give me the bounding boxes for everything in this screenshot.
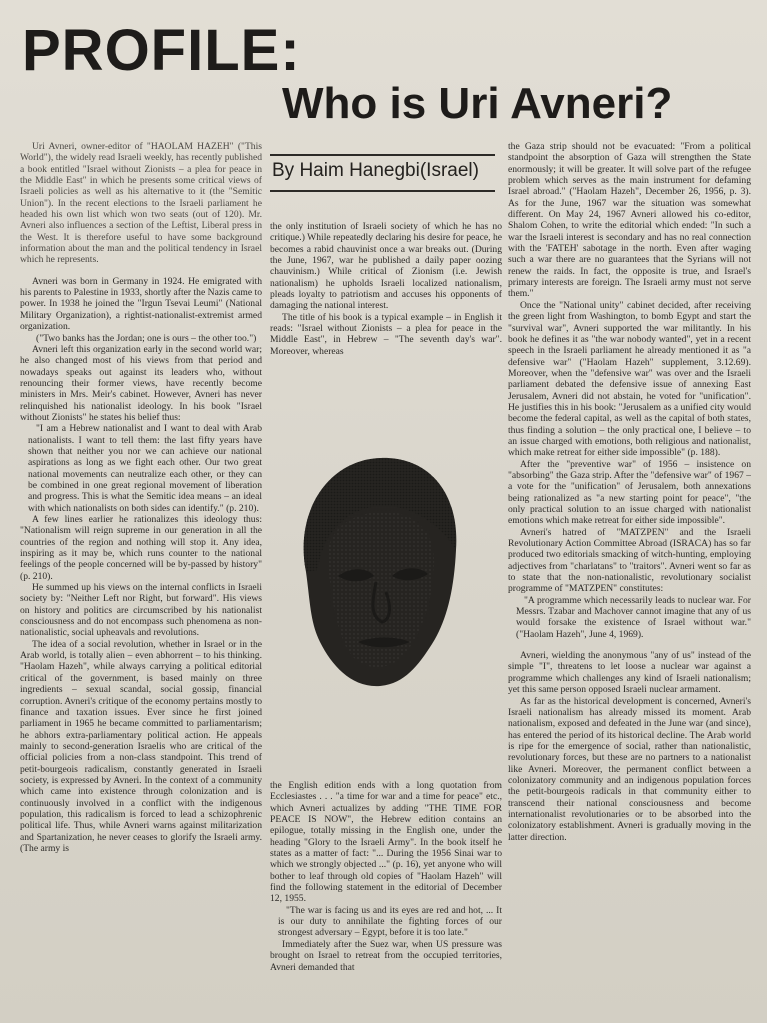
intro-paragraph: Uri Avneri, owner-editor of "HAOLAM HAZEH" ("This World"), the widely read Israeli weekly, has recently published a book entitled "Israel without Zionists – a plea for peace in the Middle East" in which he presents some critical views of Israeli policies as well as his alternative to it (the "Semitic Union"). In the recent elections to the Israeli parliament he headed his own list which won two seats (out of 120). Mr. Avneri also influences a section of the Leftist, Liberal press in the West. It is therefore useful to have some background information about the man and the political tendency in Israel which he represents.	[20, 141, 262, 266]
paragraph: He summed up his views on the internal conflicts in Israeli society by: "Neither Left nor Right, but forward". His views on history and politics are circumscribed by his nationalist consciousness and do not encompass such phenomena as non-nationalistic, social upheavals and revolutions.	[20, 582, 262, 639]
byline: By Haim Hanegbi(Israel)	[272, 160, 479, 181]
paragraph: the only institution of Israeli society of which he has no critique.) While repeatedly declaring his desire for peace, he becomes a rabid chauvinist once a war breaks out. (During the June, 1967, war he published a daily paper oozing chauvinism.) While critical of Zionism (i.e. Jewish nationalism) he upholds Israeli localized nationalism, pleads loyalty to patriotism and accuses his opponents of damaging the national interest.	[270, 221, 502, 312]
column-left	[20, 141, 262, 1021]
paragraph: A few lines earlier he rationalizes this ideology thus: "Nationalism will reign supreme in our generation in all the countries of the region and nothing will stop it. Any idea, inspiring as it may be, which runs counter to the national feelings of the people concerned will be by-passed by history" (p. 210).	[20, 514, 262, 582]
article-title: Who is Uri Avneri?	[282, 79, 673, 128]
quote-paragraph: "I am a Hebrew nationalist and I want to deal with Arab nationalists. I want to tell them: the last fifty years have shown that neither you nor we can achieve our national aspirations as long as we fight each other. Our two great national movements can neutralize each other, or they can be combined in one great regional movement of liberation and progress. This is what the Semitic idea means – an ideal with which nationalists on both sides can identify." (p. 210).	[28, 423, 262, 514]
column-middle-bottom	[270, 780, 502, 1020]
section-headline: PROFILE:	[22, 18, 301, 83]
column-middle-top	[270, 221, 502, 369]
portrait-photo	[288, 452, 463, 688]
quote-paragraph: "The war is facing us and its eyes are red and hot, ... It is our duty to annihilate the fighting forces of our strongest adversary – Egypt, before it is too late."	[278, 904, 502, 939]
paragraph: The idea of a social revolution, whether in Israel or in the Arab world, is totally alien – even abhorrent – to his thinking. "Haolam Hazeh", while always carrying a political editorial critical of the government, is based mainly on three ingredients – sexual scandal, social gossip, financial corruption. Avneri's critique of the economy pertains mostly to finance and taxation issues. Ever since he first joined parliament in 1965 he became committed to parliamentarism; he abhors extra-parliamentary political action. He appeals mainly to second-generation Israelis who are critical of the official policies from a non-class standpoint. This trend of petit-bourgeois radicalism, constantly generated in Israeli society, is expressed by Avneri. In the context of a community which came into existence through colonization and is continuously involved in a conflict with the indigenous population, this radicalism is forced to lead a schizophrenic political life. Thus, while Avneri warns against militarization and Spartanization, he never ceases to glorify the Israeli army. (The army is	[20, 638, 262, 854]
paragraph: Immediately after the Suez war, when US pressure was brought on Israel to retreat from the occupied territories, Avneri demanded that	[270, 938, 502, 973]
paragraph: The title of his book is a typical example – in English it reads: "Israel without Zionists – a plea for peace in the Middle East", in Hebrew – "The seventh day's war". Moreover, whereas	[270, 311, 502, 357]
quote-paragraph: ("Two banks has the Jordan; one is ours – the other too.")	[36, 332, 257, 344]
quote-paragraph: "A programme which necessarily leads to nuclear war. For Messrs. Tzabar and Machover cannot imagine that any of us would forsake the existence of Israel without war." ("Haolam Hazeh", June 4, 1969).	[516, 594, 751, 640]
column-right	[508, 141, 751, 1021]
paragraph: Avneri left this organization early in the second world war; he also changed most of his views from that period and nowadays speaks out against its leaders who, without renouncing their former views, have recently become ministers in Mrs. Meir's cabinet. However, Avneri has never relinquished his nationalist ideology. In his book "Israel without Zionists" he states his belief thus:	[20, 343, 262, 423]
paragraph: Avneri's hatred of "MATZPEN" and the Israeli Revolutionary Action Committee Abroad (ISRACA) has so far produced two editorials smacking of witch-hunting, employing adjectives from "charlatans" to "traitors". Avneri went so far as to state that the non-nationalistic, revolutionary socialist programme of "MATZPEN" constitutes:	[508, 526, 751, 595]
paragraph: the English edition ends with a long quotation from Ecclesiastes . . . "a time for war and a time for peace" etc., which Avneri actualizes by adding "THE TIME FOR PEACE IS NOW", the Hebrew edition contains an epilogue, totally missing in the English one, under the heading "Glory to the Israeli Army". In the book itself he states as a matter of fact: "... During the 1956 Sinai war to which we strongly objected ..." (p. 16), yet anyone who will bother to leaf through old copies of "Haolam Hazeh" will find the following statement in the editorial of December 12, 1955.	[270, 780, 502, 905]
paragraph: Once the "National unity" cabinet decided, after receiving the green light from Washington, to bomb Egypt and start the "survival war", Avneri supported the war militantly. In his book he defines it as "the war nobody wanted", yet in a recent speech in the Israeli parliament he already mentioned it as "a defensive war" ("Haolam Hazeh" supplement, 3.12.69). Moreover, when the "defensive war" was over and the Israeli parliament debated the defensive issue of annexing East Jerusalem, Avneri did not abstain, he voted for "unification". He justifies this in his book: "Jerusalem as a unified city would become the federal capital, as well as the capital of both states, thus finding a solution – the only practical one, I believe – to an issue charged with emotions, both religious and nationalist, which make retreat for either side impossible" (p. 188).	[508, 299, 751, 459]
paragraph: After the "preventive war" of 1956 – insistence on "absorbing" the Gaza strip. After the "defensive war" of 1967 – a vote for the "unification" of Jerusalem, both annexations being rationalized as "a new starting point for peace", "the only practical solution to an issue charged with nationalist emotions which make retreat for either side impossible".	[508, 458, 751, 527]
paragraph: Avneri was born in Germany in 1924. He emigrated with his parents to Palestine in 1933, shortly after the Nazis came to power. In 1938 he joined the "Irgun Tsevai Leumi" (National Military Organization), a rightist-nationalist-extremist armed organization.	[20, 275, 262, 333]
paragraph: As far as the historical development is concerned, Avneri's Israeli nationalism has already missed its moment. Arab nationalism, exposed and defeated in the June war (and since), has entered the period of its historical decline. The Arab world is ripe for the emergence of social, rather than nationalistic, revolutionary forces, but these are no partners to a nationalist like Avneri. Moreover, the permanent conflict between a colonizatory community and an indigenous population forces the petit-bourgeois radicals in that community either to transcend their national consciousness and become internationalist revolutionaries or to be absorbed into the colonizatory establishment. Avneri is gradually moving in the latter direction.	[508, 695, 751, 843]
paragraph: the Gaza strip should not be evacuated: "From a political standpoint the absorption of Gaza will strengthen the State enormously; it will be greater. It will solve part of the refugee problem which serves as the main instrument for defaming Israel abroad." ("Haolam Hazeh", December 26, 1956, p. 3). As for the June, 1967 war the situation was somewhat different. On May 24, 1967 Avneri allowed his co-editor, Shalom Cohen, to write the editorial which ended: "In such a war the Israeli interest is secondary and has no real connection with the 'FATEH' sabotage in the north. Even after waging such a war there are no guarantees that the Syrians will not renew the raids. In fact, the opposite is true, and Israel's primary interests are foreign. The Israeli army must not serve them."	[508, 141, 751, 300]
paragraph: Avneri, wielding the anonymous "any of us" instead of the simple "I", threatens to let loose a nuclear war against a programme which challenges any kind of Israeli nationalism; yet this same person opposed Israeli nuclear armament.	[508, 650, 751, 696]
